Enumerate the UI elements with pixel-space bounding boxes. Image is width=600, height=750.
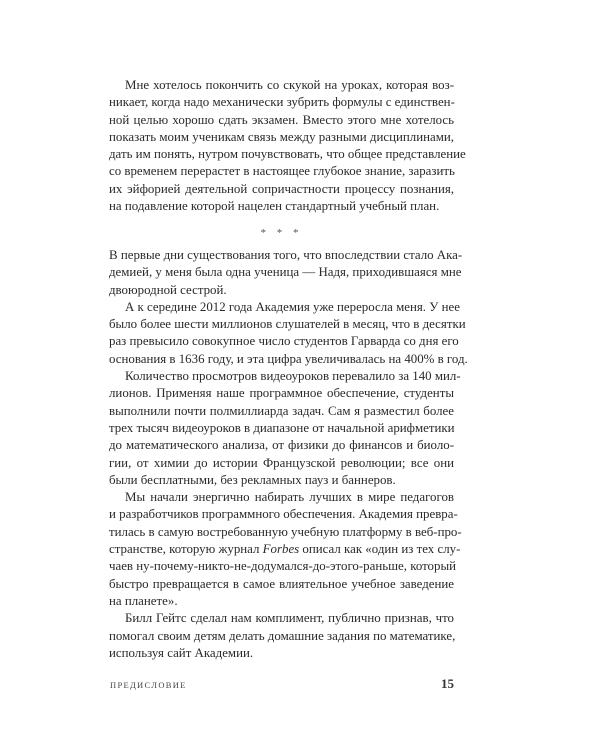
page-number: 15	[441, 676, 454, 691]
text-line: выполнили почти полмиллиарда задач. Сам я разместил более	[109, 403, 454, 418]
text-line: показать моим ученикам связь между разными дисциплинами,	[109, 129, 454, 144]
text-line: раз превысило совокупное число студентов Гарварда со дня его	[109, 334, 459, 349]
text-line: чаев ну-почему-никто-не-додумался-до-этого-раньше, который	[109, 559, 457, 574]
text-line: на планете».	[109, 593, 178, 608]
text-line: двоюродной сестрой.	[109, 282, 227, 297]
text-line: Количество просмотров видеоуроков перевалило за 140 мил-	[125, 369, 461, 384]
text-line: никает, когда надо механически зубрить формулы с единствен-	[109, 95, 455, 110]
text-line: было более шести миллионов слушателей в месяц, что в десятки	[109, 317, 466, 332]
section-separator: * * *	[260, 227, 303, 239]
body-text-bottom	[109, 247, 468, 662]
text-line: дать им понять, нутром почувствовать, что общее представление	[109, 147, 466, 162]
text-line: и разработчиков программного обеспечения. Академия превра-	[109, 507, 458, 522]
text-line: Мы начали энергично набирать лучших в мире педагогов	[125, 490, 454, 505]
running-footer-title: ПРЕДИСЛОВИЕ	[110, 680, 187, 690]
text-line: трех тысяч видеоуроков в диапазоне от начальной арифметики	[109, 420, 455, 435]
text-line: гии, от химии до истории Французской революции; все они	[109, 455, 454, 470]
magazine-name: Forbes	[262, 542, 300, 557]
text-line: со временем перерастет в настоящее глубокое знание, заразить	[109, 164, 455, 179]
text-line: их эйфорией деятельной сопричастности процессу познания,	[109, 181, 454, 196]
text-line: на подавление которой нацелен стандартный учебный план.	[109, 199, 440, 214]
text-line: ной целью хорошо сдать экзамен. Вместо этого мне хотелось	[109, 112, 454, 127]
text-line: быстро превращается в самое влиятельное учебное заведение	[109, 576, 454, 591]
text-line: используя сайт Академии.	[109, 645, 254, 660]
text-line: В первые дни существования того, что впоследствии стало Ака-	[109, 248, 463, 262]
text-line: Билл Гейтс сделал нам комплимент, публично признав, что	[125, 611, 454, 626]
text-line: демией, у меня была одна ученица — Надя, приходившаяся мне	[109, 265, 462, 280]
text-line: основания в 1636 году, и эта цифра увеличивалась на 400% в год.	[109, 351, 468, 366]
text-line: помогал своим детям делать домашние задания по математике,	[109, 628, 456, 643]
body-text-top	[109, 77, 466, 215]
text-line: странстве, которую журнал Forbes описал как «один из тех слу-	[109, 542, 461, 557]
text-line: лионов. Применяя наше программное обеспечение, студенты	[109, 386, 454, 401]
text-line: были бесплатными, без рекламных пауз и баннеров.	[109, 472, 396, 487]
text-line: Мне хотелось покончить со скукой на уроках, которая воз-	[125, 78, 454, 92]
text-line: А к середине 2012 года Академия уже переросла меня. У нее	[125, 299, 460, 314]
text-line: тилась в самую востребованную учебную платформу в веб-про-	[109, 524, 462, 539]
text-line: до математического анализа, от физики до финансов и биоло-	[109, 438, 454, 453]
